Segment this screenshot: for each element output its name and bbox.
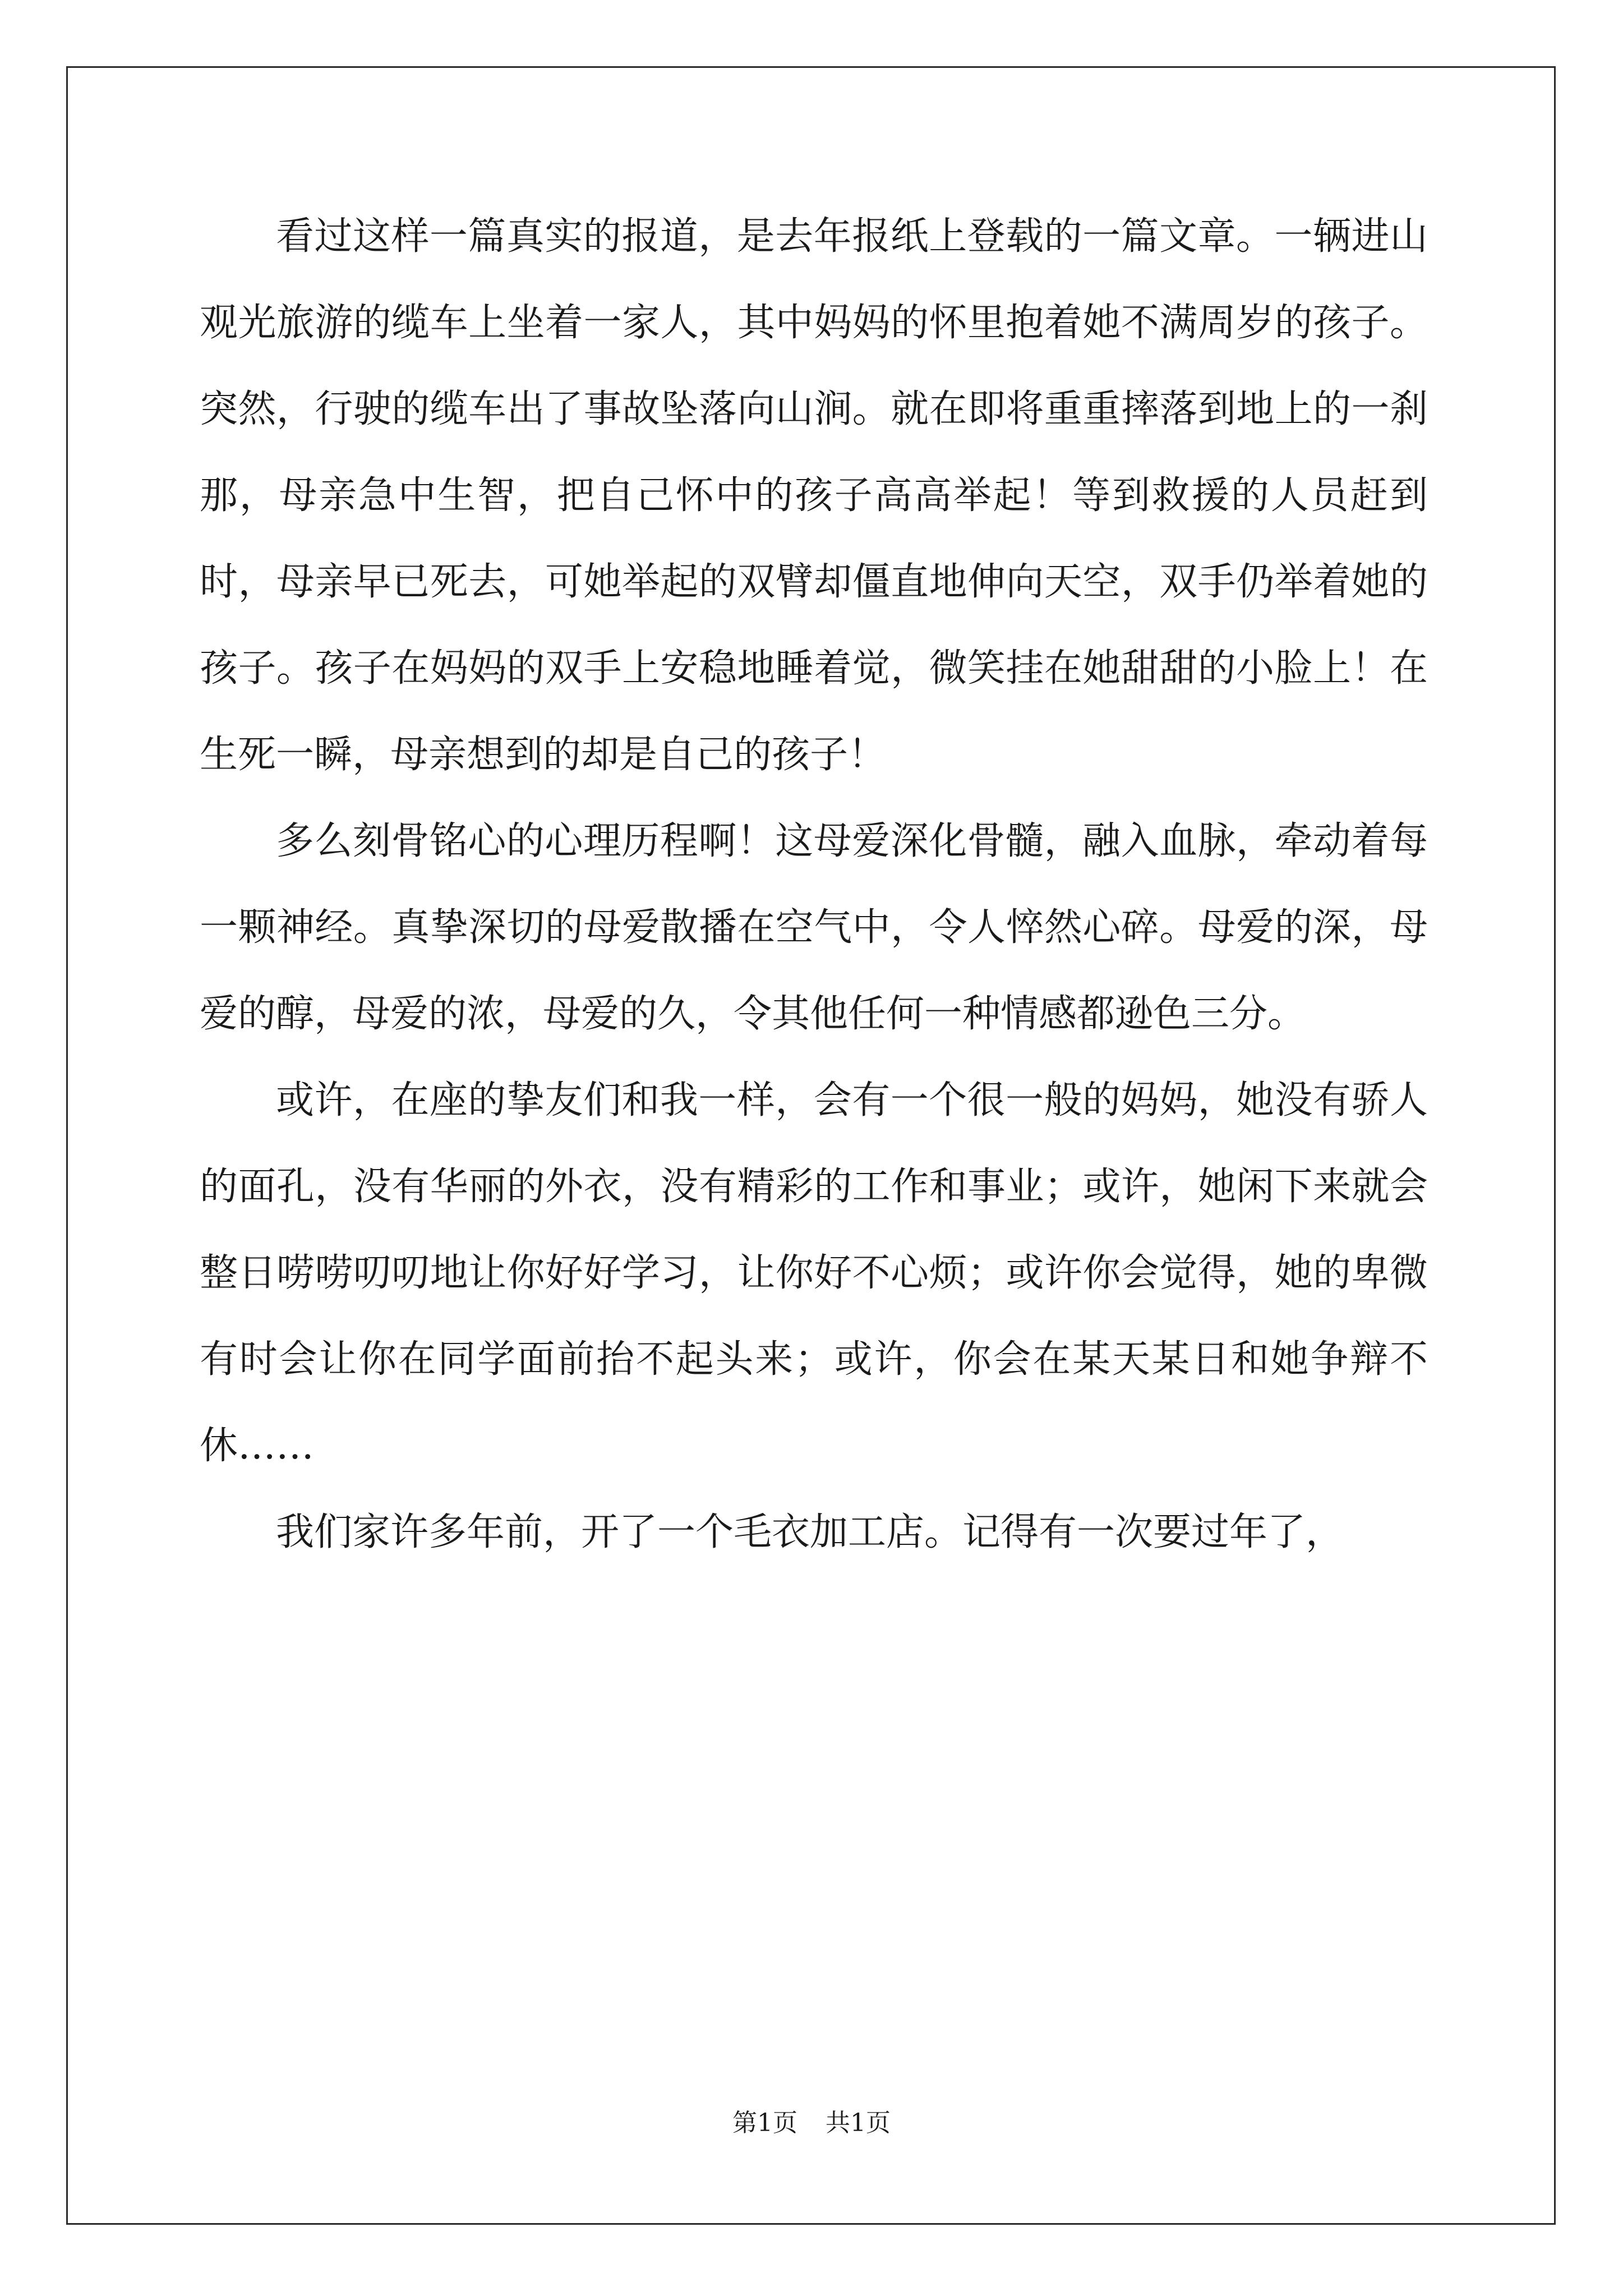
- paragraph-1: 看过这样一篇真实的报道，是去年报纸上登载的一篇文章。一辆进山观光旅游的缆车上坐着一家人，其中妈妈的怀里抱着她不满周岁的孩子。突然，行驶的缆车出了事故坠落向山涧。就在即将重重摔落到地上的一刹那，母亲急中生智，把自己怀中的孩子高高举起！等到救援的人员赶到时，母亲早已死去，可她举起的双臂却僵直地伸向天空，双手仍举着她的孩子。孩子在妈妈的双手上安稳地睡着觉，微笑挂在她甜甜的小脸上！在生死一瞬，母亲想到的却是自己的孩子！: [200, 214, 1428, 777]
- paragraph-4: 我们家许多年前，开了一个毛衣加工店。记得有一次要过年了，: [276, 1510, 1344, 1554]
- document-body: [200, 194, 1428, 1576]
- page-footer: [0, 2102, 1623, 2138]
- paragraph-3: 或许，在座的挚友们和我一样，会有一个很一般的妈妈，她没有骄人的面孔，没有华丽的外衣，没有精彩的工作和事业；或许，她闲下来就会整日唠唠叨叨地让你好好学习，让你好不心烦；或许你会觉得，她的卑微有时会让你在同学面前抬不起头来；或许，你会在某天某日和她争辩不休……: [200, 1078, 1428, 1468]
- paragraph-2: 多么刻骨铭心的心理历程啊！这母爱深化骨髓，融入血脉，牵动着每一颗神经。真挚深切的母爱散播在空气中，令人悴然心碎。母爱的深，母爱的醇，母爱的浓，母爱的久，令其他任何一种情感都逊色三分。: [200, 819, 1428, 1036]
- page-number-total: 共1页: [826, 2109, 891, 2137]
- page-number-current: 第1页: [732, 2109, 797, 2137]
